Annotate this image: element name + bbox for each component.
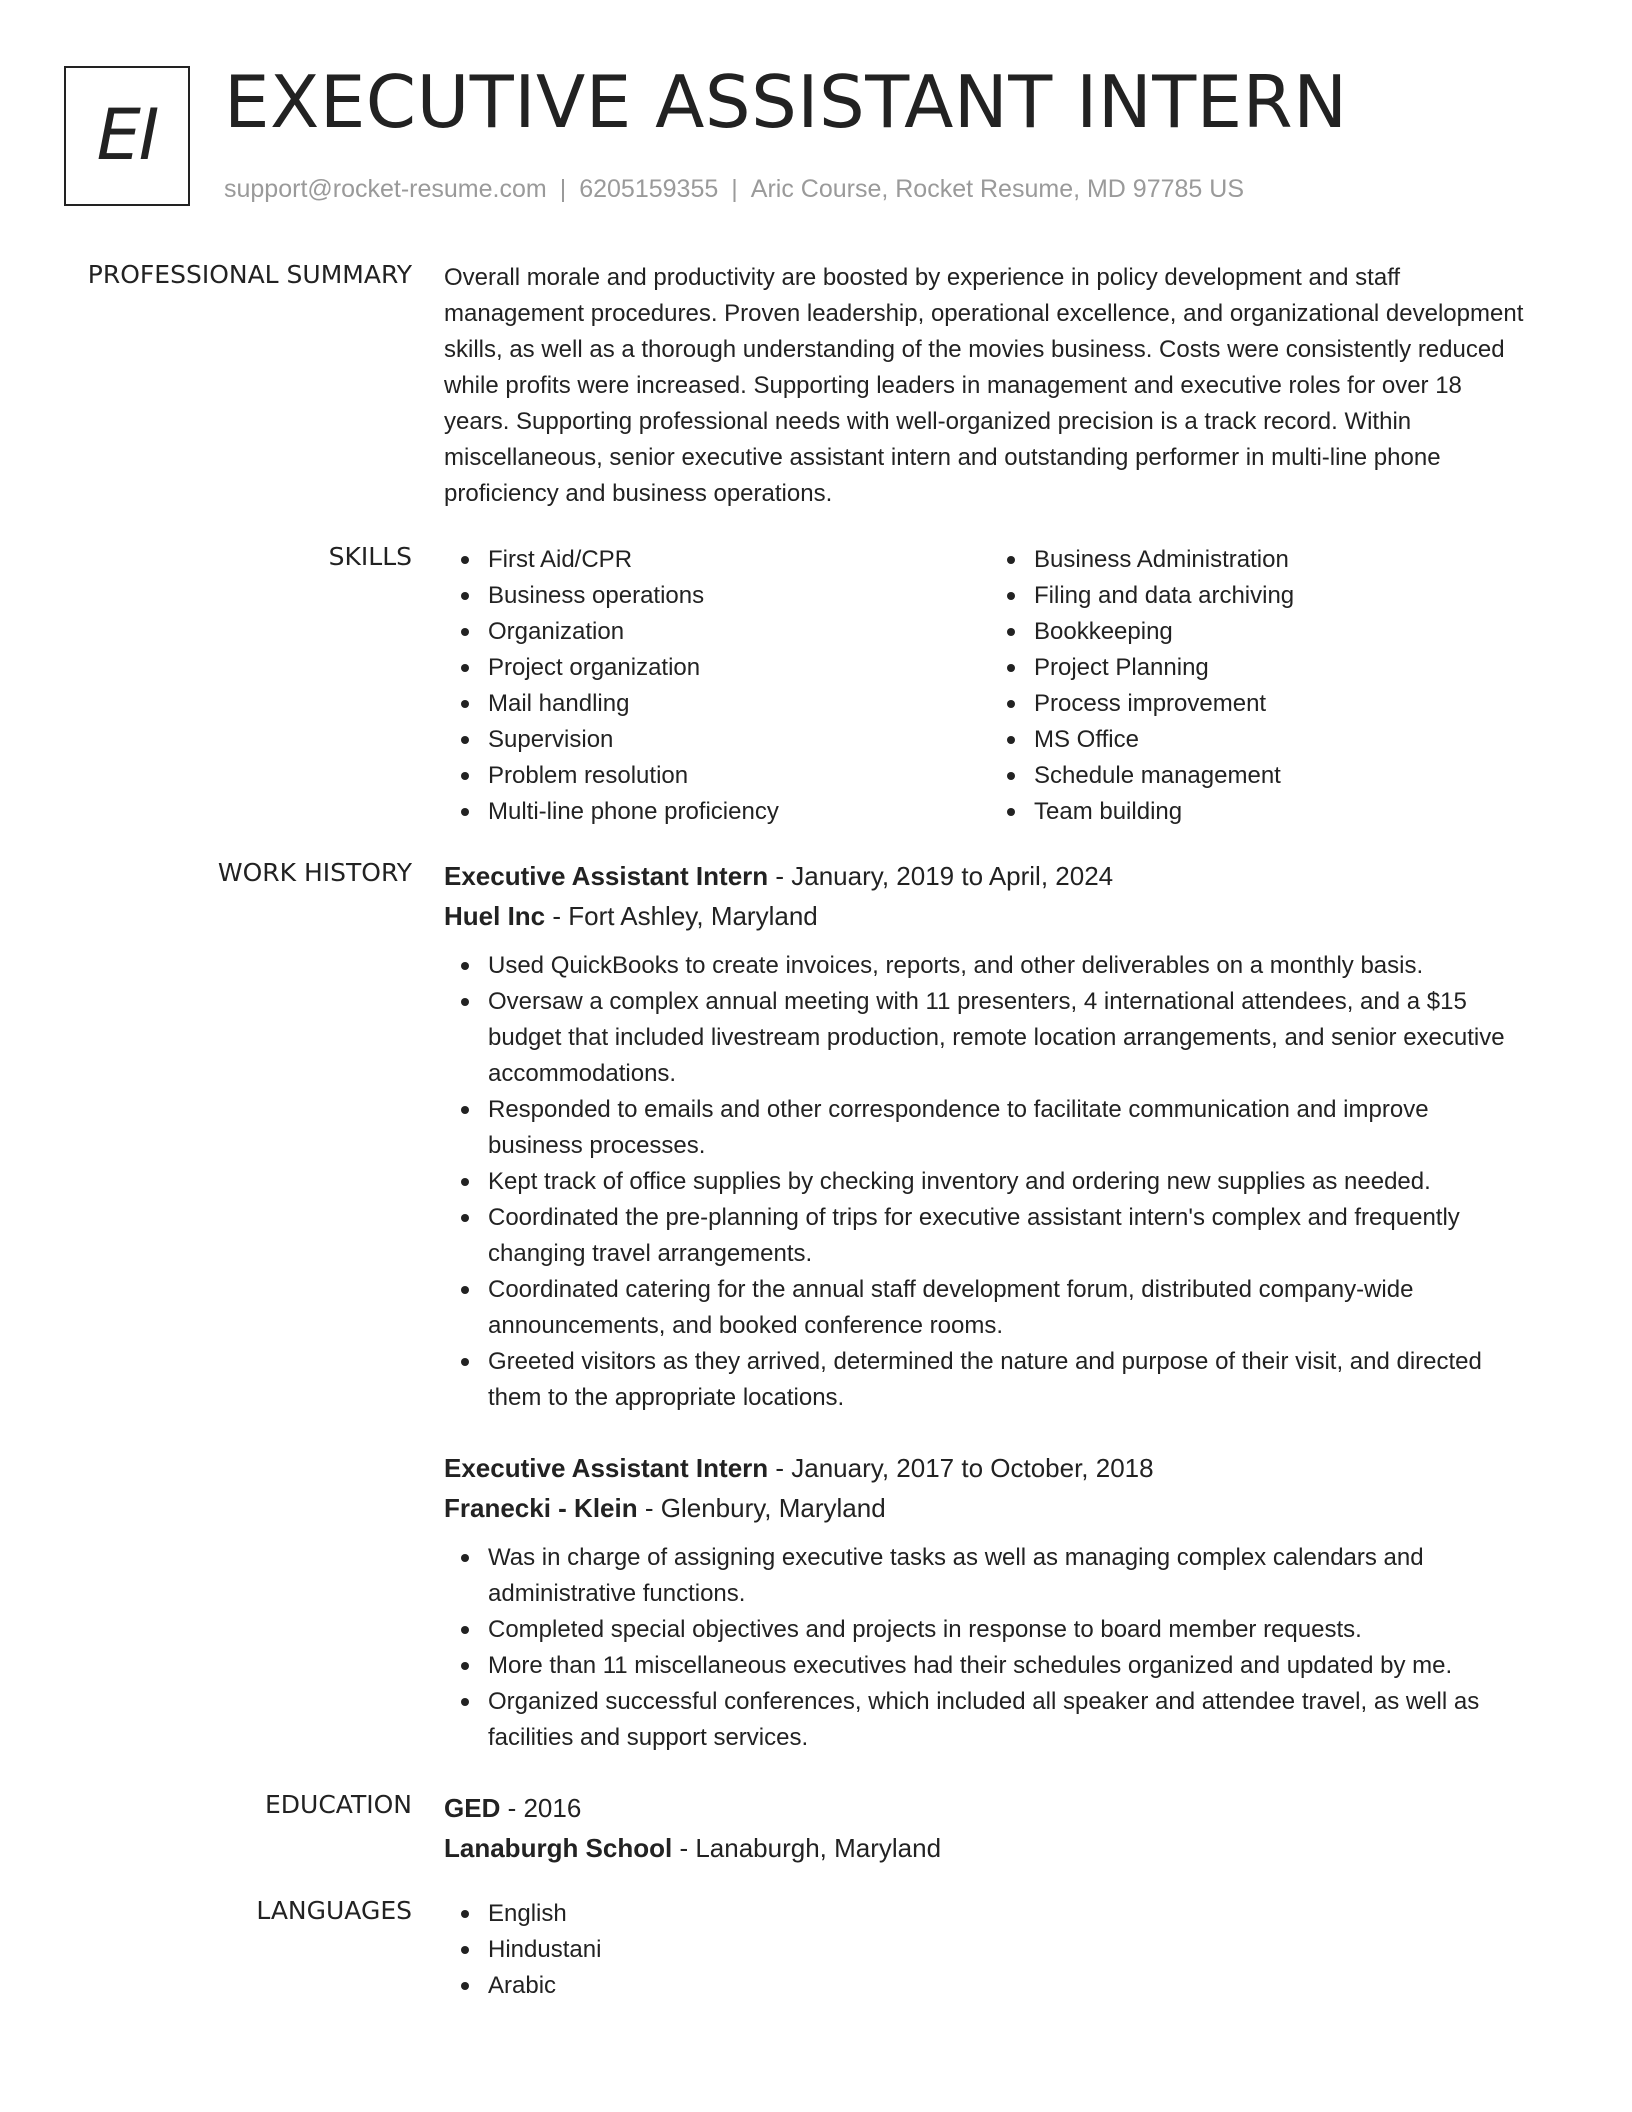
education-body xyxy=(444,1790,1554,1866)
bullet-line: accommodations. xyxy=(488,1060,677,1087)
work-history-body xyxy=(444,858,1554,1751)
skill-item: Organization xyxy=(444,614,990,650)
skill-item: MS Office xyxy=(990,722,1536,758)
contact-separator: | xyxy=(559,175,567,203)
skills-heading: SKILLS xyxy=(328,542,412,571)
languages-body xyxy=(444,1896,1554,2004)
job-company: Franecki - Klein xyxy=(444,1493,638,1523)
bullet-line: them to the appropriate locations. xyxy=(488,1384,845,1411)
languages-list xyxy=(444,1896,1554,2004)
summary-line: management procedures. Proven leadership, operational excellence, and organizational development xyxy=(444,300,1524,327)
bullet-line: Used QuickBooks to create invoices, reports, and other deliverables on a monthly basis. xyxy=(488,952,1424,979)
job-entry xyxy=(444,1450,1554,1756)
degree-line xyxy=(444,1790,1554,1826)
job-bullet xyxy=(444,1092,1554,1164)
contact-separator: | xyxy=(731,175,738,203)
skill-item: Process improvement xyxy=(990,686,1536,722)
job-bullet xyxy=(444,1200,1554,1272)
school-line xyxy=(444,1830,1554,1866)
summary-line: Overall morale and productivity are boosted by experience in policy development and staff xyxy=(444,264,1401,291)
summary-line: while profits were increased. Supporting leaders in management and executive roles for over 18 xyxy=(444,372,1462,399)
skill-item: Filing and data archiving xyxy=(990,578,1536,614)
job-bullet xyxy=(444,1272,1554,1344)
job-location: - Glenbury, Maryland xyxy=(637,1493,886,1523)
job-bullet-list xyxy=(444,1540,1554,1756)
bullet-line: facilities and support services. xyxy=(488,1724,809,1751)
job-bullet xyxy=(444,948,1554,984)
skill-item: Team building xyxy=(990,794,1536,830)
bullet-line: business processes. xyxy=(488,1132,706,1159)
skill-item: First Aid/CPR xyxy=(444,542,990,578)
language-item: Arabic xyxy=(444,1968,1554,2004)
skill-item: Multi-line phone proficiency xyxy=(444,794,990,830)
job-title: Executive Assistant Intern xyxy=(444,861,769,891)
bullet-line: changing travel arrangements. xyxy=(488,1240,813,1267)
job-bullet xyxy=(444,984,1554,1092)
bullet-line: More than 11 miscellaneous executives had their schedules organized and updated by me. xyxy=(488,1652,1453,1679)
skill-item: Schedule management xyxy=(990,758,1536,794)
languages-heading: LANGUAGES xyxy=(256,1896,412,1925)
resume-name: EXECUTIVE ASSISTANT INTERN xyxy=(224,60,1348,144)
job-bullet xyxy=(444,1612,1554,1648)
contact-phone[interactable]: 6205159355 xyxy=(579,175,719,203)
bullet-line: Greeted visitors as they arrived, determined the nature and purpose of their visit, and directed xyxy=(488,1348,1482,1375)
contact-email[interactable]: support@rocket-resume.com xyxy=(224,175,547,203)
job-dates: - January, 2019 to April, 2024 xyxy=(768,861,1114,891)
monogram-initials: EI xyxy=(96,94,158,176)
bullet-line: Responded to emails and other correspondence to facilitate communication and improve xyxy=(488,1096,1429,1123)
job-bullet xyxy=(444,1684,1554,1756)
language-item: Hindustani xyxy=(444,1932,1554,1968)
skill-item: Business Administration xyxy=(990,542,1536,578)
job-bullet xyxy=(444,1344,1554,1416)
summary-line: proficiency and business operations. xyxy=(444,480,833,507)
skill-item: Project organization xyxy=(444,650,990,686)
job-company-line xyxy=(444,898,1554,934)
job-bullet xyxy=(444,1164,1554,1200)
skill-item: Business operations xyxy=(444,578,990,614)
job-bullet-list xyxy=(444,948,1554,1416)
job-title-line xyxy=(444,1450,1554,1486)
school-name: Lanaburgh School xyxy=(444,1833,673,1863)
skill-item: Project Planning xyxy=(990,650,1536,686)
skill-item: Bookkeeping xyxy=(990,614,1536,650)
job-company: Huel Inc xyxy=(444,901,546,931)
job-location: - Fort Ashley, Maryland xyxy=(545,901,818,931)
summary-body xyxy=(444,260,1554,512)
skills-list-left xyxy=(444,542,990,830)
language-item: English xyxy=(444,1896,1554,1932)
bullet-line: Kept track of office supplies by checking inventory and ordering new supplies as needed. xyxy=(488,1168,1431,1195)
work-history-heading: WORK HISTORY xyxy=(217,858,412,887)
summary-heading: PROFESSIONAL SUMMARY xyxy=(87,260,412,289)
monogram-box xyxy=(64,66,190,206)
skill-item: Problem resolution xyxy=(444,758,990,794)
summary-text xyxy=(444,260,1554,512)
skills-list-right xyxy=(990,542,1536,830)
degree: GED xyxy=(444,1793,501,1823)
job-entry xyxy=(444,858,1554,1416)
job-dates: - January, 2017 to October, 2018 xyxy=(768,1453,1154,1483)
job-bullet xyxy=(444,1540,1554,1612)
contact-address: Aric Course, Rocket Resume, MD 97785 US xyxy=(750,175,1245,203)
contact-line xyxy=(224,174,1244,204)
school-location: - Lanaburgh, Maryland xyxy=(672,1833,942,1863)
bullet-line: Organized successful conferences, which included all speaker and attendee travel, as well as xyxy=(488,1688,1480,1715)
bullet-line: administrative functions. xyxy=(488,1580,746,1607)
bullet-line: Coordinated the pre-planning of trips for executive assistant intern's complex and frequently xyxy=(488,1204,1460,1231)
job-company-line xyxy=(444,1490,1554,1526)
bullet-line: Was in charge of assigning executive tasks as well as managing complex calendars and xyxy=(488,1544,1424,1571)
bullet-line: announcements, and booked conference rooms. xyxy=(488,1312,1004,1339)
job-title-line xyxy=(444,858,1554,894)
bullet-line: Completed special objectives and projects in response to board member requests. xyxy=(488,1616,1362,1643)
bullet-line: Oversaw a complex annual meeting with 11 presenters, 4 international attendees, and a $15 xyxy=(488,988,1467,1015)
job-bullet xyxy=(444,1648,1554,1684)
skill-item: Mail handling xyxy=(444,686,990,722)
degree-year: - 2016 xyxy=(500,1793,582,1823)
education-heading: EDUCATION xyxy=(265,1790,412,1819)
skills-body xyxy=(444,542,1554,830)
summary-line: skills, as well as a thorough understanding of the movies business. Costs were consistently reduced xyxy=(444,336,1505,363)
bullet-line: Coordinated catering for the annual staff development forum, distributed company-wide xyxy=(488,1276,1414,1303)
skill-item: Supervision xyxy=(444,722,990,758)
bullet-line: budget that included livestream production, remote location arrangements, and senior executive xyxy=(488,1024,1505,1051)
summary-line: miscellaneous, senior executive assistant intern and outstanding performer in multi-line phone xyxy=(444,444,1441,471)
summary-line: years. Supporting professional needs with well-organized precision is a track record. Within xyxy=(444,408,1412,435)
job-title: Executive Assistant Intern xyxy=(444,1453,769,1483)
